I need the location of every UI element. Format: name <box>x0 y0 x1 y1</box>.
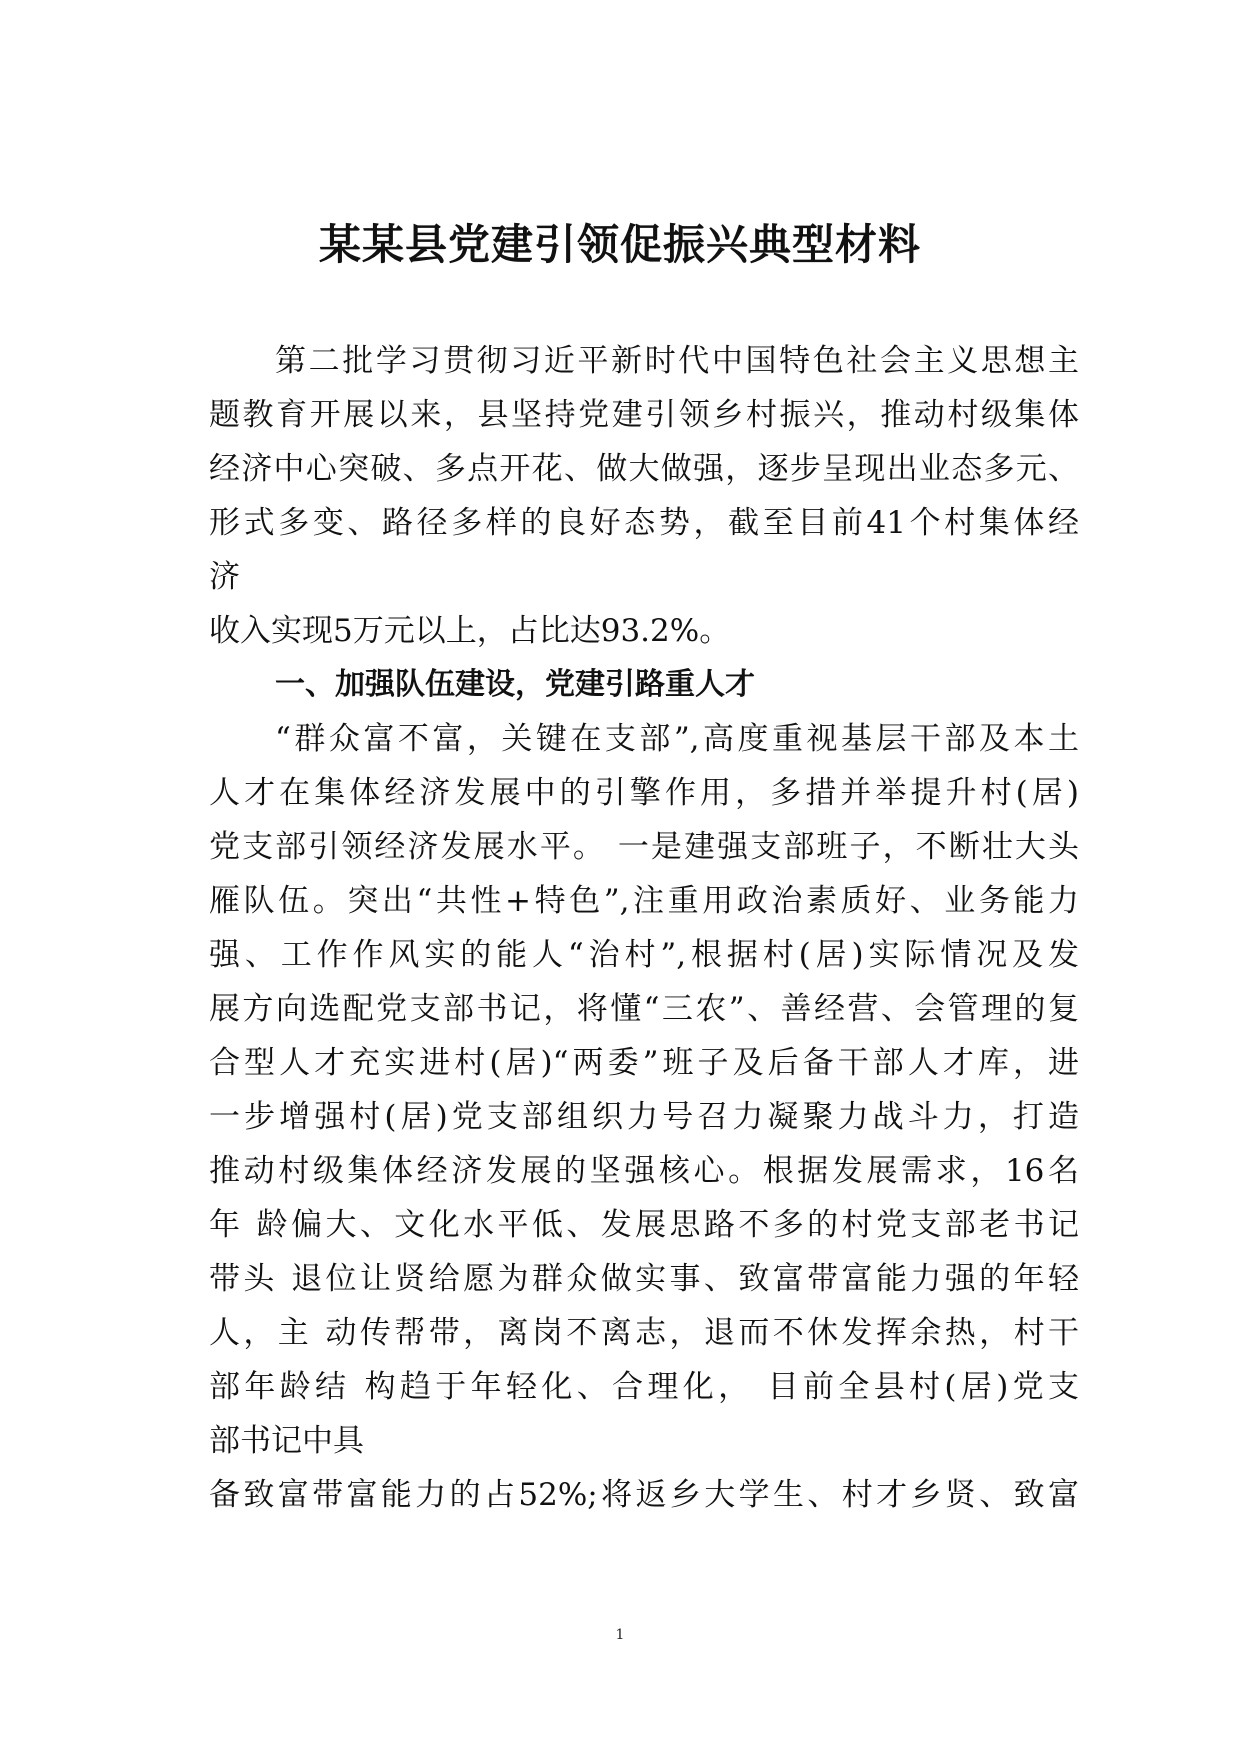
section-heading: 一、加强队伍建设，党建引路重人才 <box>275 667 755 702</box>
section-line: 党支部引领经济发展水平。 一是建强支部班子，不断壮大头 <box>209 829 1079 865</box>
intro-line: 济 <box>209 559 240 595</box>
intro-line: 第二批学习贯彻习近平新时代中国特色社会主义思想主 <box>275 343 1079 379</box>
document-title: 某某县党建引领促振兴典型材料 <box>318 220 921 269</box>
section-line: “群众富不富，关键在支部”,高度重视基层干部及本土 <box>275 721 1079 757</box>
section-line: 年 龄偏大、文化水平低、发展思路不多的村党支部老书记 <box>209 1207 1079 1243</box>
section-line: 推动村级集体经济发展的坚强核心。根据发展需求，16名 <box>209 1153 1079 1189</box>
section-line: 雁队伍。突出“共性+特色”,注重用政治素质好、业务能力 <box>209 883 1079 919</box>
section-line: 人，主 动传帮带，离岗不离志，退而不休发挥余热，村干 <box>209 1315 1079 1351</box>
section-line: 备致富带富能力的占52%;将返乡大学生、村才乡贤、致富 <box>209 1477 1079 1513</box>
intro-line: 形式多变、路径多样的良好态势，截至目前41个村集体经 <box>209 505 1079 541</box>
intro-line: 题教育开展以来，县坚持党建引领乡村振兴，推动村级集体 <box>209 397 1079 433</box>
page-number: 1 <box>615 1627 625 1643</box>
section-line: 部年龄结 构趋于年轻化、合理化， 目前全县村(居)党支 <box>209 1369 1079 1405</box>
section-1 <box>209 658 1079 712</box>
section-line: 带头 退位让贤给愿为群众做实事、致富带富能力强的年轻 <box>209 1261 1079 1297</box>
section-line: 人才在集体经济发展中的引擎作用，多措并举提升村(居) <box>209 775 1079 811</box>
section-1-paragraph <box>209 712 1079 1522</box>
intro-line: 收入实现5万元以上，占比达93.2%。 <box>209 613 731 649</box>
section-line: 部书记中具 <box>209 1423 364 1459</box>
section-line: 强、工作作风实的能人“治村”,根据村(居)实际情况及发 <box>209 937 1079 973</box>
section-line: 一步增强村(居)党支部组织力号召力凝聚力战斗力，打造 <box>209 1099 1079 1135</box>
intro-paragraph <box>209 334 1079 658</box>
section-line: 展方向选配党支部书记，将懂“三农”、善经营、会管理的复 <box>209 991 1079 1027</box>
section-line: 合型人才充实进村(居)“两委”班子及后备干部人才库，进 <box>209 1045 1079 1081</box>
intro-line: 经济中心突破、多点开花、做大做强，逐步呈现出业态多元、 <box>209 451 1079 487</box>
